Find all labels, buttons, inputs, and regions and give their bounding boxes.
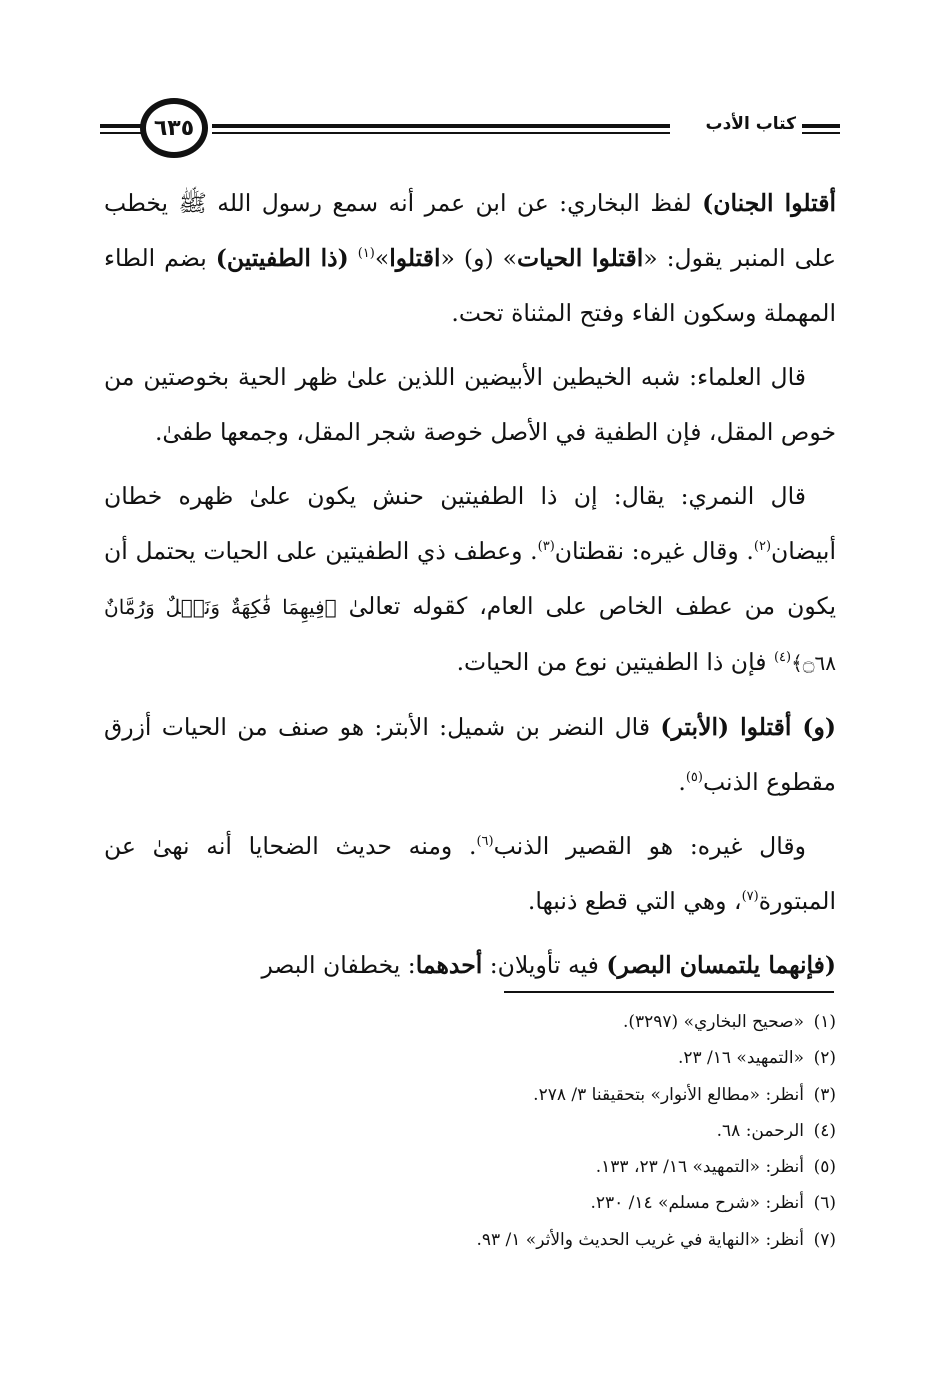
text-run: ، وهي التي قطع ذنبها. [527, 887, 742, 915]
quran-verse: ﴿فِيهِمَا فَٰكِهَةٌ وَنَخۡلٌ وَرُمَّانٌ ۝٦٨﴾ [104, 595, 836, 675]
page-number: ٦٣٥ [140, 98, 208, 158]
text-run: » (و) « [440, 244, 517, 272]
footnote [336, 1077, 836, 1113]
text-run: فيه تأويلان: [482, 951, 607, 979]
footnote-ref: (٣) [537, 539, 555, 555]
footnote-text: أنظر: «النهاية في غريب الحديث والأثر» ١/ ٩٣. [476, 1229, 804, 1250]
footnote-number: (٢) [813, 1048, 836, 1069]
footnote-ref: (٧) [741, 889, 759, 905]
bold-text: (الأبتر) [660, 713, 730, 741]
footnote-number: (٧) [813, 1229, 836, 1250]
footnotes-list [336, 1004, 836, 1258]
bold-text: (و) أقتلوا [729, 713, 836, 741]
footnote-ref: (٢) [753, 539, 772, 555]
header-rule [212, 132, 670, 134]
text-run: وقال غيره: هو القصير الذنب [493, 832, 806, 860]
text-run: قال النضر بن شميل: الأبتر: هو صنف من الحيات أزرق مقطوع الذنب [104, 713, 836, 796]
text-run: بضم الطاء المهملة وسكون الفاء وفتح المثناة تحت. [104, 244, 836, 327]
text-run: قال العلماء: شبه الخيطين الأبيضين اللذين علىٰ ظهر الحية بخوصتين من خوص المقل، فإن الطفية في الأصل خوصة شجر المقل، وجمعها طفىٰ. [104, 363, 836, 446]
footnote-text: الرحمن: ٦٨. [716, 1120, 804, 1141]
footnote [336, 1185, 836, 1221]
paragraph [104, 176, 836, 341]
book-title: كتاب الأدب [705, 114, 796, 134]
footnote-text: أنظر: «التمهيد» ١٦/ ٢٣، ١٣٣. [595, 1157, 804, 1178]
footnote-ref: (٥) [685, 770, 703, 786]
bold-text: اقتلوا [389, 244, 441, 272]
footnote-separator [504, 991, 834, 993]
text-run [349, 244, 358, 272]
text-run: . وقال غيره: نقطتان [554, 537, 754, 565]
bold-text: (فإنهما يلتمسان البصر) [606, 951, 836, 979]
footnote-text: أنظر: «شرح مسلم» ١٤/ ٢٣٠. [590, 1193, 804, 1214]
text-run: فإن ذا الطفيتين نوع من الحيات. [456, 648, 774, 676]
header-rule [802, 124, 840, 128]
text-run: لفظ البخاري: عن ابن عمر أنه سمع رسول الله ﷺ يخطب على المنبر يقول: « [104, 189, 836, 272]
footnote-ref: (٦) [476, 834, 494, 850]
paragraph [104, 469, 836, 691]
paragraph [104, 819, 836, 929]
footnote-text: أنظر: «مطالع الأنوار» بتحقيقنا ٣/ ٢٧٨. [533, 1084, 804, 1105]
footnote [336, 1040, 836, 1076]
bold-text: أقتلوا الجنان) [702, 189, 836, 217]
text-run: . وعطف ذي الطفيتين على الحيات يحتمل أن يكون من عطف الخاص على العام، كقوله تعالىٰ [104, 537, 836, 620]
bold-text: اقتلوا الحيات [516, 244, 644, 272]
bold-text: (ذا الطفيتين) [215, 244, 349, 272]
text-run: » [374, 244, 390, 272]
footnote-ref: (٤) [773, 650, 792, 666]
footnote-ref: (١) [357, 246, 375, 262]
footnote-text: «التمهيد» ١٦/ ٢٣. [677, 1048, 804, 1069]
text-run: قال النمري: يقال: إن ذا الطفيتين حنش يكون علىٰ ظهره خطان أبيضان [104, 482, 836, 565]
text-run: . [678, 768, 686, 796]
page-header [100, 98, 840, 162]
paragraph [104, 700, 836, 810]
footnote-number: (١) [813, 1012, 836, 1032]
footnote [336, 1222, 836, 1258]
paragraph [104, 350, 836, 460]
footnote [336, 1004, 836, 1040]
header-rule [212, 124, 670, 128]
header-rule [802, 132, 840, 134]
text-run: : يخطفان البصر [261, 951, 416, 979]
footnote [336, 1113, 836, 1149]
main-text [104, 176, 836, 1002]
footnote-number: (٤) [813, 1120, 836, 1141]
footnote-number: (٣) [813, 1084, 836, 1105]
footnote [336, 1149, 836, 1185]
paragraph [104, 938, 836, 993]
footnote-number: (٦) [813, 1193, 836, 1214]
footnote-text: «صحيح البخاري» (٣٢٩٧). [622, 1012, 804, 1032]
bold-text: أحدهما [415, 951, 483, 979]
text-run: . ومنه حديث الضحايا أنه نهىٰ عن المبتورة [104, 832, 836, 915]
footnote-number: (٥) [813, 1157, 836, 1178]
